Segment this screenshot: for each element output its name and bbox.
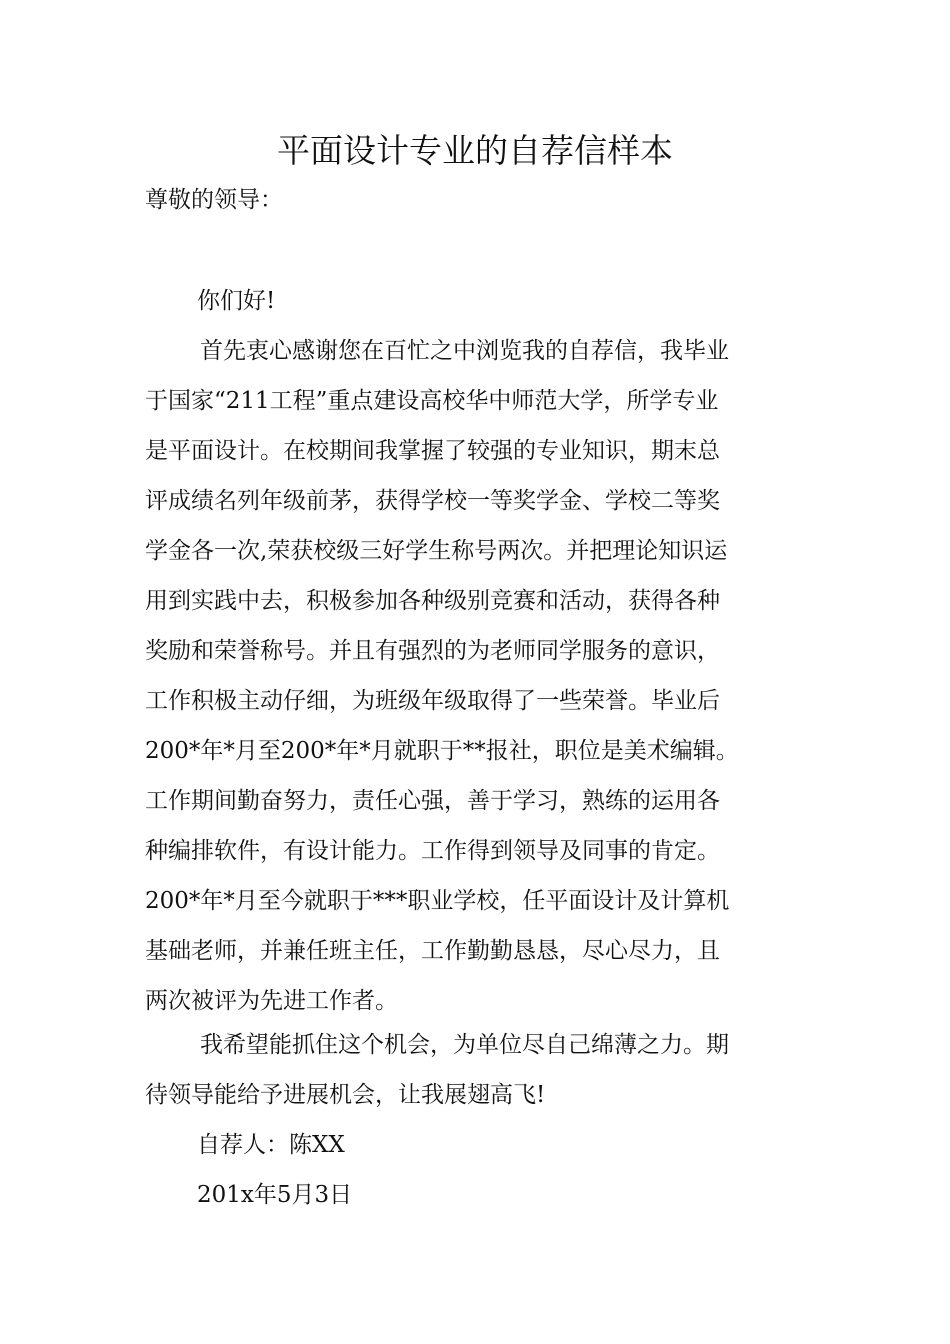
paragraph-body	[145, 334, 825, 1034]
paragraph-line: 工作积极主动仔细，为班级年级取得了一些荣誉。毕业后	[145, 688, 720, 714]
paragraph-line: 200*年*月至今就职于***职业学校，任平面设计及计算机	[145, 888, 730, 914]
paragraph-line: 是平面设计。在校期间我掌握了较强的专业知识，期末总	[145, 438, 720, 464]
paragraph-line: 首先衷心感谢您在百忙之中浏览我的自荐信，我毕业	[200, 338, 729, 364]
paragraph-line: 学金各一次,荣获校级三好学生称号两次。并把理论知识运	[145, 538, 728, 564]
paragraph-line: 用到实践中去，积极参加各种级别竞赛和活动，获得各种	[145, 588, 720, 614]
paragraph-line: 我希望能抓住这个机会，为单位尽自己绵薄之力。期	[200, 1032, 729, 1058]
closing-paragraph	[145, 1028, 825, 1128]
paragraph-line: 基础老师，并兼任班主任，工作勤勤恳恳，尽心尽力，且	[145, 938, 720, 964]
paragraph-line: 200*年*月至200*年*月就职于**报社，职位是美术编辑。	[145, 738, 739, 764]
paragraph-line: 工作期间勤奋努力，责任心强，善于学习，熟练的运用各	[145, 788, 720, 814]
signature: 自荐人：陈XX	[197, 1132, 345, 1158]
paragraph-line: 奖励和荣誉称号。并且有强烈的为老师同学服务的意识，	[145, 638, 720, 664]
greeting: 你们好!	[197, 288, 276, 314]
paragraph-line: 种编排软件，有设计能力。工作得到领导及同事的肯定。	[145, 838, 720, 864]
document-title: 平面设计专业的自荐信样本	[277, 131, 673, 170]
letter-date: 201x年5月3日	[197, 1182, 353, 1208]
paragraph-line: 两次被评为先进工作者。	[145, 988, 398, 1014]
salutation: 尊敬的领导：	[145, 187, 283, 213]
paragraph-line: 于国家“211工程”重点建设高校华中师范大学，所学专业	[145, 388, 719, 414]
paragraph-line: 待领导能给予进展机会，让我展翅高飞!	[145, 1082, 546, 1108]
paragraph-line: 评成绩名列年级前茅，获得学校一等奖学金、学校二等奖	[145, 488, 720, 514]
